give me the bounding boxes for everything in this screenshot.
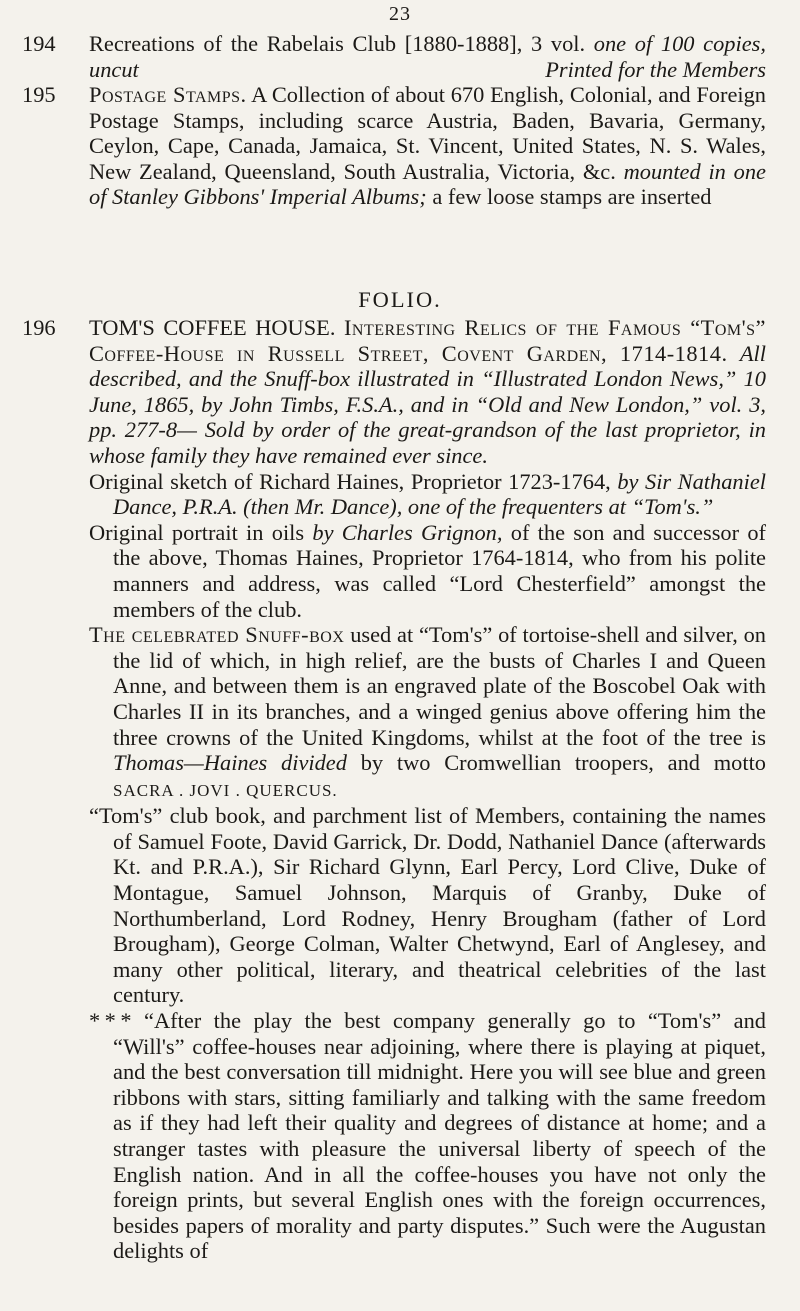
lot-195-mount-note: mounted in one of Stanley Gibbons' Imperial Albums; — [89, 158, 766, 210]
portrait-tail: of the son and successor of the above, Thomas Haines, Proprietor 1764-1814, who from his polite manners and address, was called “Lord Chesterfield” amongst the members of the club. — [113, 519, 766, 622]
lot-196-portrait — [89, 520, 766, 622]
club-book-text: “Tom's” club book, and parchment list of Members, containing the names of Samuel Foote, David Garrick, Dr. Dodd, Nathaniel Dance (afterwards Kt. and P.R.A.), Sir Richard Glynn, Earl Percy, Lord Clive, Duke of Montague, Samuel Johnson, Marquis of Granby, Duke of Northumberland, Lord Rodney, Henry Brougham (father of Lord Brougham), George Colman, Walter Chetwynd, Earl of Anglesey, and many other political, literary, and theatrical celebrities of the last century. — [89, 803, 766, 1008]
lot-196-header — [89, 315, 766, 469]
portrait-lead: Original portrait in oils — [89, 519, 305, 545]
lot-194 — [22, 31, 766, 82]
lot-195 — [22, 82, 766, 210]
asterism: * * * — [89, 1008, 132, 1034]
lot-195-text: A Collection of about 670 English, Colonial, and Foreign Postage Stamps, including scarce Austria, Baden, Bavaria, Germany, Ceylon, Cape, Canada, Jamaica, St. Vincent, United States, N. S. Wales, New Zealand, Queensland, South Australia, Victoria, &c. — [89, 82, 767, 184]
lot-number: 195 — [22, 82, 56, 107]
portrait-italic: by Charles Grignon, — [312, 519, 503, 545]
page-number: 23 — [389, 3, 411, 25]
lot-194-note: Printed for the Members — [545, 56, 766, 82]
quote-text: “After the play the best company generally go to “Tom's” and “Will's” coffee-houses near adjoining, where there is playing at piquet, and the best conversation till midnight. Here you will see blue and green ribbons with stars, sitting familiarly and talking with the same freedom as if they had left their quality and degrees of distance at home; and a stranger tastes with pleasure the universal liberty of speech of the English nation. And in all the coffee-houses you have not only the foreign prints, but several English ones with the foreign occurrences, besides papers of morality and party disputes.” Such were the Augustan delights of — [113, 1008, 766, 1264]
lot-194-edition: one of 100 copies, uncut — [89, 31, 766, 82]
snuff-lead: The celebrated Snuff-box — [89, 622, 345, 648]
lot-number: 194 — [22, 31, 56, 56]
section-heading: FOLIO. — [358, 287, 442, 312]
lot-195-entry — [89, 82, 766, 210]
lot-196-snuff-box — [89, 622, 766, 803]
lot-196-quote — [89, 1008, 766, 1264]
snuff-tail: by two Cromwellian troopers, and motto — [360, 750, 766, 776]
lot-196-title: TOM'S COFFEE HOUSE. — [89, 315, 336, 340]
sketch-lead: Original sketch of Richard Haines, Proprietor 1723-1764, — [89, 468, 611, 494]
lot-194-title: Recreations of the Rabelais Club [1880-1888], 3 vol. — [89, 31, 586, 56]
lot-195-tail: a few loose stamps are inserted — [432, 184, 712, 210]
lot-number: 196 — [22, 315, 56, 340]
lot-196-description: All described, and the Snuff-box illustrated in “Illustrated London News,” 10 June, 1865, by John Timbs, F.S.A., and in “Old and New London,” vol. 3, pp. 277-8— Sold by order of the great-grandson of the last proprietor, in whose family they have remained ever since. — [89, 340, 766, 468]
sketch-italic: by Sir Nathaniel Dance, P.R.A. (then Mr. Dance), one of the frequenters at “Tom's.” — [113, 468, 766, 520]
lot-196-subtitle: Interesting Relics of the Famous “Tom's” Coffee-House in Russell Street, Covent Garden, 1714-1814. — [89, 315, 766, 366]
lot-196-club-book — [89, 803, 766, 1008]
snuff-italic: Thomas—Haines divided — [113, 750, 347, 776]
snuff-mid: used at “Tom's” of tortoise-shell and silver, on the lid of which, in high relief, are the busts of Charles I and Queen Anne, and between them is an engraved plate of the Boscobel Oak with Charles II in its branches, and a winged genius above offering him the three crowns of the United Kingdoms, whilst at the foot of the tree is — [113, 622, 766, 750]
lot-196 — [22, 315, 766, 1264]
lot-195-title: Postage Stamps. — [89, 82, 247, 107]
lot-196-sketch — [89, 469, 766, 520]
snuff-motto: SACRA . JOVI . QUERCUS. — [113, 780, 338, 800]
lot-194-entry — [89, 31, 766, 82]
